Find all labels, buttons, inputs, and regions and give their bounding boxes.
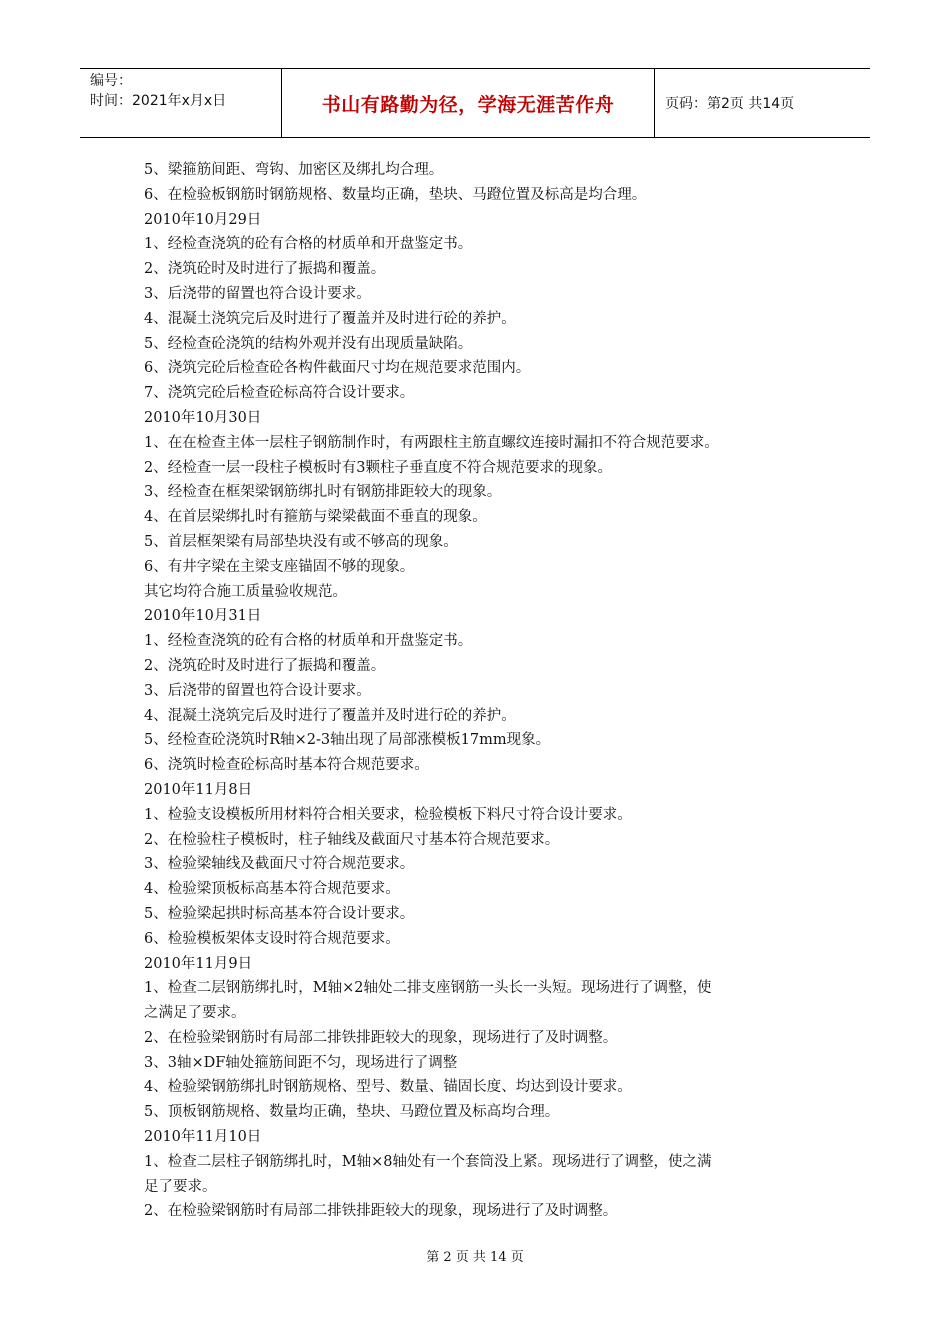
document-line: 1、在在检查主体一层柱子钢筋制作时，有两跟柱主筋直螺纹连接时漏扣不符合规范要求。 [144, 434, 719, 451]
header-meta [80, 69, 282, 137]
document-line: 4、检验梁顶板标高基本符合规范要求。 [144, 881, 400, 898]
document-line: 2、经检查一层一段柱子模板时有3颗柱子垂直度不符合规范要求的现象。 [144, 459, 612, 476]
document-line: 5、经检查砼浇筑的结构外观并没有出现质量缺陷。 [144, 335, 473, 352]
document-line: 5、检验梁起拱时标高基本符合设计要求。 [144, 905, 415, 922]
document-line: 6、检验模板架体支设时符合规范要求。 [144, 930, 400, 947]
document-line: 1、经检查浇筑的砼有合格的材质单和开盘鉴定书。 [144, 633, 473, 650]
document-line: 6、浇筑时检查砼标高时基本符合规范要求。 [144, 757, 429, 774]
document-line: 7、浇筑完砼后检查砼标高符合设计要求。 [144, 385, 415, 402]
document-line: 4、混凝土浇筑完后及时进行了覆盖并及时进行砼的养护。 [144, 707, 516, 724]
document-line: 3、3轴×DF轴处箍筋间距不匀，现场进行了调整 [144, 1054, 458, 1071]
document-body [144, 158, 808, 1224]
document-line: 2、浇筑砼时及时进行了振捣和覆盖。 [144, 261, 386, 278]
document-line: 2010年10月30日 [144, 409, 262, 426]
page-footer: 第 2 页 共 14 页 [426, 1250, 524, 1265]
document-line: 5、顶板钢筋规格、数量均正确，垫块、马蹬位置及标高均合理。 [144, 1104, 560, 1121]
document-line: 2010年10月31日 [144, 608, 262, 625]
document-line: 3、检验梁轴线及截面尺寸符合规范要求。 [144, 856, 415, 873]
header-motto-cell [282, 69, 655, 137]
document-line: 6、在检验板钢筋时钢筋规格、数量均正确，垫块、马蹬位置及标高是均合理。 [144, 186, 647, 203]
document-line: 2、在检验梁钢筋时有局部二排铁排距较大的现象，现场进行了及时调整。 [144, 1029, 618, 1046]
document-line: 5、首层框架梁有局部垫块没有或不够高的现象。 [144, 533, 458, 550]
time-label: 时间：2021年x月x日 [90, 93, 227, 109]
document-line: 足了要求。 [144, 1178, 217, 1195]
document-line: 3、经检查在框架梁钢筋绑扎时有钢筋排距较大的现象。 [144, 484, 502, 501]
page-header [80, 68, 870, 138]
document-line: 6、有井字梁在主梁支座锚固不够的现象。 [144, 558, 415, 575]
document-line: 4、检验梁钢筋绑扎时钢筋规格、型号、数量、锚固长度、均达到设计要求。 [144, 1079, 632, 1096]
document-line: 之满足了要求。 [144, 1005, 246, 1022]
document-line: 5、梁箍筋间距、弯钩、加密区及绑扎均合理。 [144, 162, 444, 178]
document-line: 1、检查二层柱子钢筋绑扎时，M轴×8轴处有一个套筒没上紧。现场进行了调整，使之满 [144, 1153, 712, 1170]
document-line: 2010年11月10日 [144, 1129, 262, 1146]
document-line: 1、检验支设模板所用材料符合相关要求，检验模板下料尺寸符合设计要求。 [144, 806, 632, 823]
document-line: 3、后浇带的留置也符合设计要求。 [144, 682, 371, 699]
document-line: 2010年10月29日 [144, 211, 262, 228]
document-line: 1、经检查浇筑的砼有合格的材质单和开盘鉴定书。 [144, 236, 473, 253]
document-line: 2010年11月8日 [144, 781, 253, 798]
document-line: 3、后浇带的留置也符合设计要求。 [144, 285, 371, 302]
motto-text: 书山有路勤为径，学海无涯苦作舟 [321, 93, 615, 116]
document-line: 2010年11月9日 [144, 955, 253, 972]
document-line: 4、混凝土浇筑完后及时进行了覆盖并及时进行砼的养护。 [144, 310, 516, 327]
number-label: 编号： [90, 73, 132, 89]
document-line: 2、浇筑砼时及时进行了振捣和覆盖。 [144, 657, 386, 674]
page-number-label: 页码：第2页 共14页 [665, 96, 795, 112]
document-line: 4、在首层梁绑扎时有箍筋与梁梁截面不垂直的现象。 [144, 509, 487, 526]
document-line: 1、检查二层钢筋绑扎时，M轴×2轴处二排支座钢筋一头长一头短。现场进行了调整，使 [144, 980, 712, 997]
document-line: 6、浇筑完砼后检查砼各构件截面尺寸均在规范要求范围内。 [144, 360, 531, 377]
document-line: 其它均符合施工质量验收规范。 [144, 583, 347, 600]
document-line: 2、在检验柱子模板时，柱子轴线及截面尺寸基本符合规范要求。 [144, 831, 560, 848]
document-line: 5、经检查砼浇筑时R轴×2-3轴出现了局部涨模板17mm现象。 [144, 732, 551, 749]
document-line: 2、在检验梁钢筋时有局部二排铁排距较大的现象，现场进行了及时调整。 [144, 1203, 618, 1220]
header-page-cell [655, 69, 870, 137]
